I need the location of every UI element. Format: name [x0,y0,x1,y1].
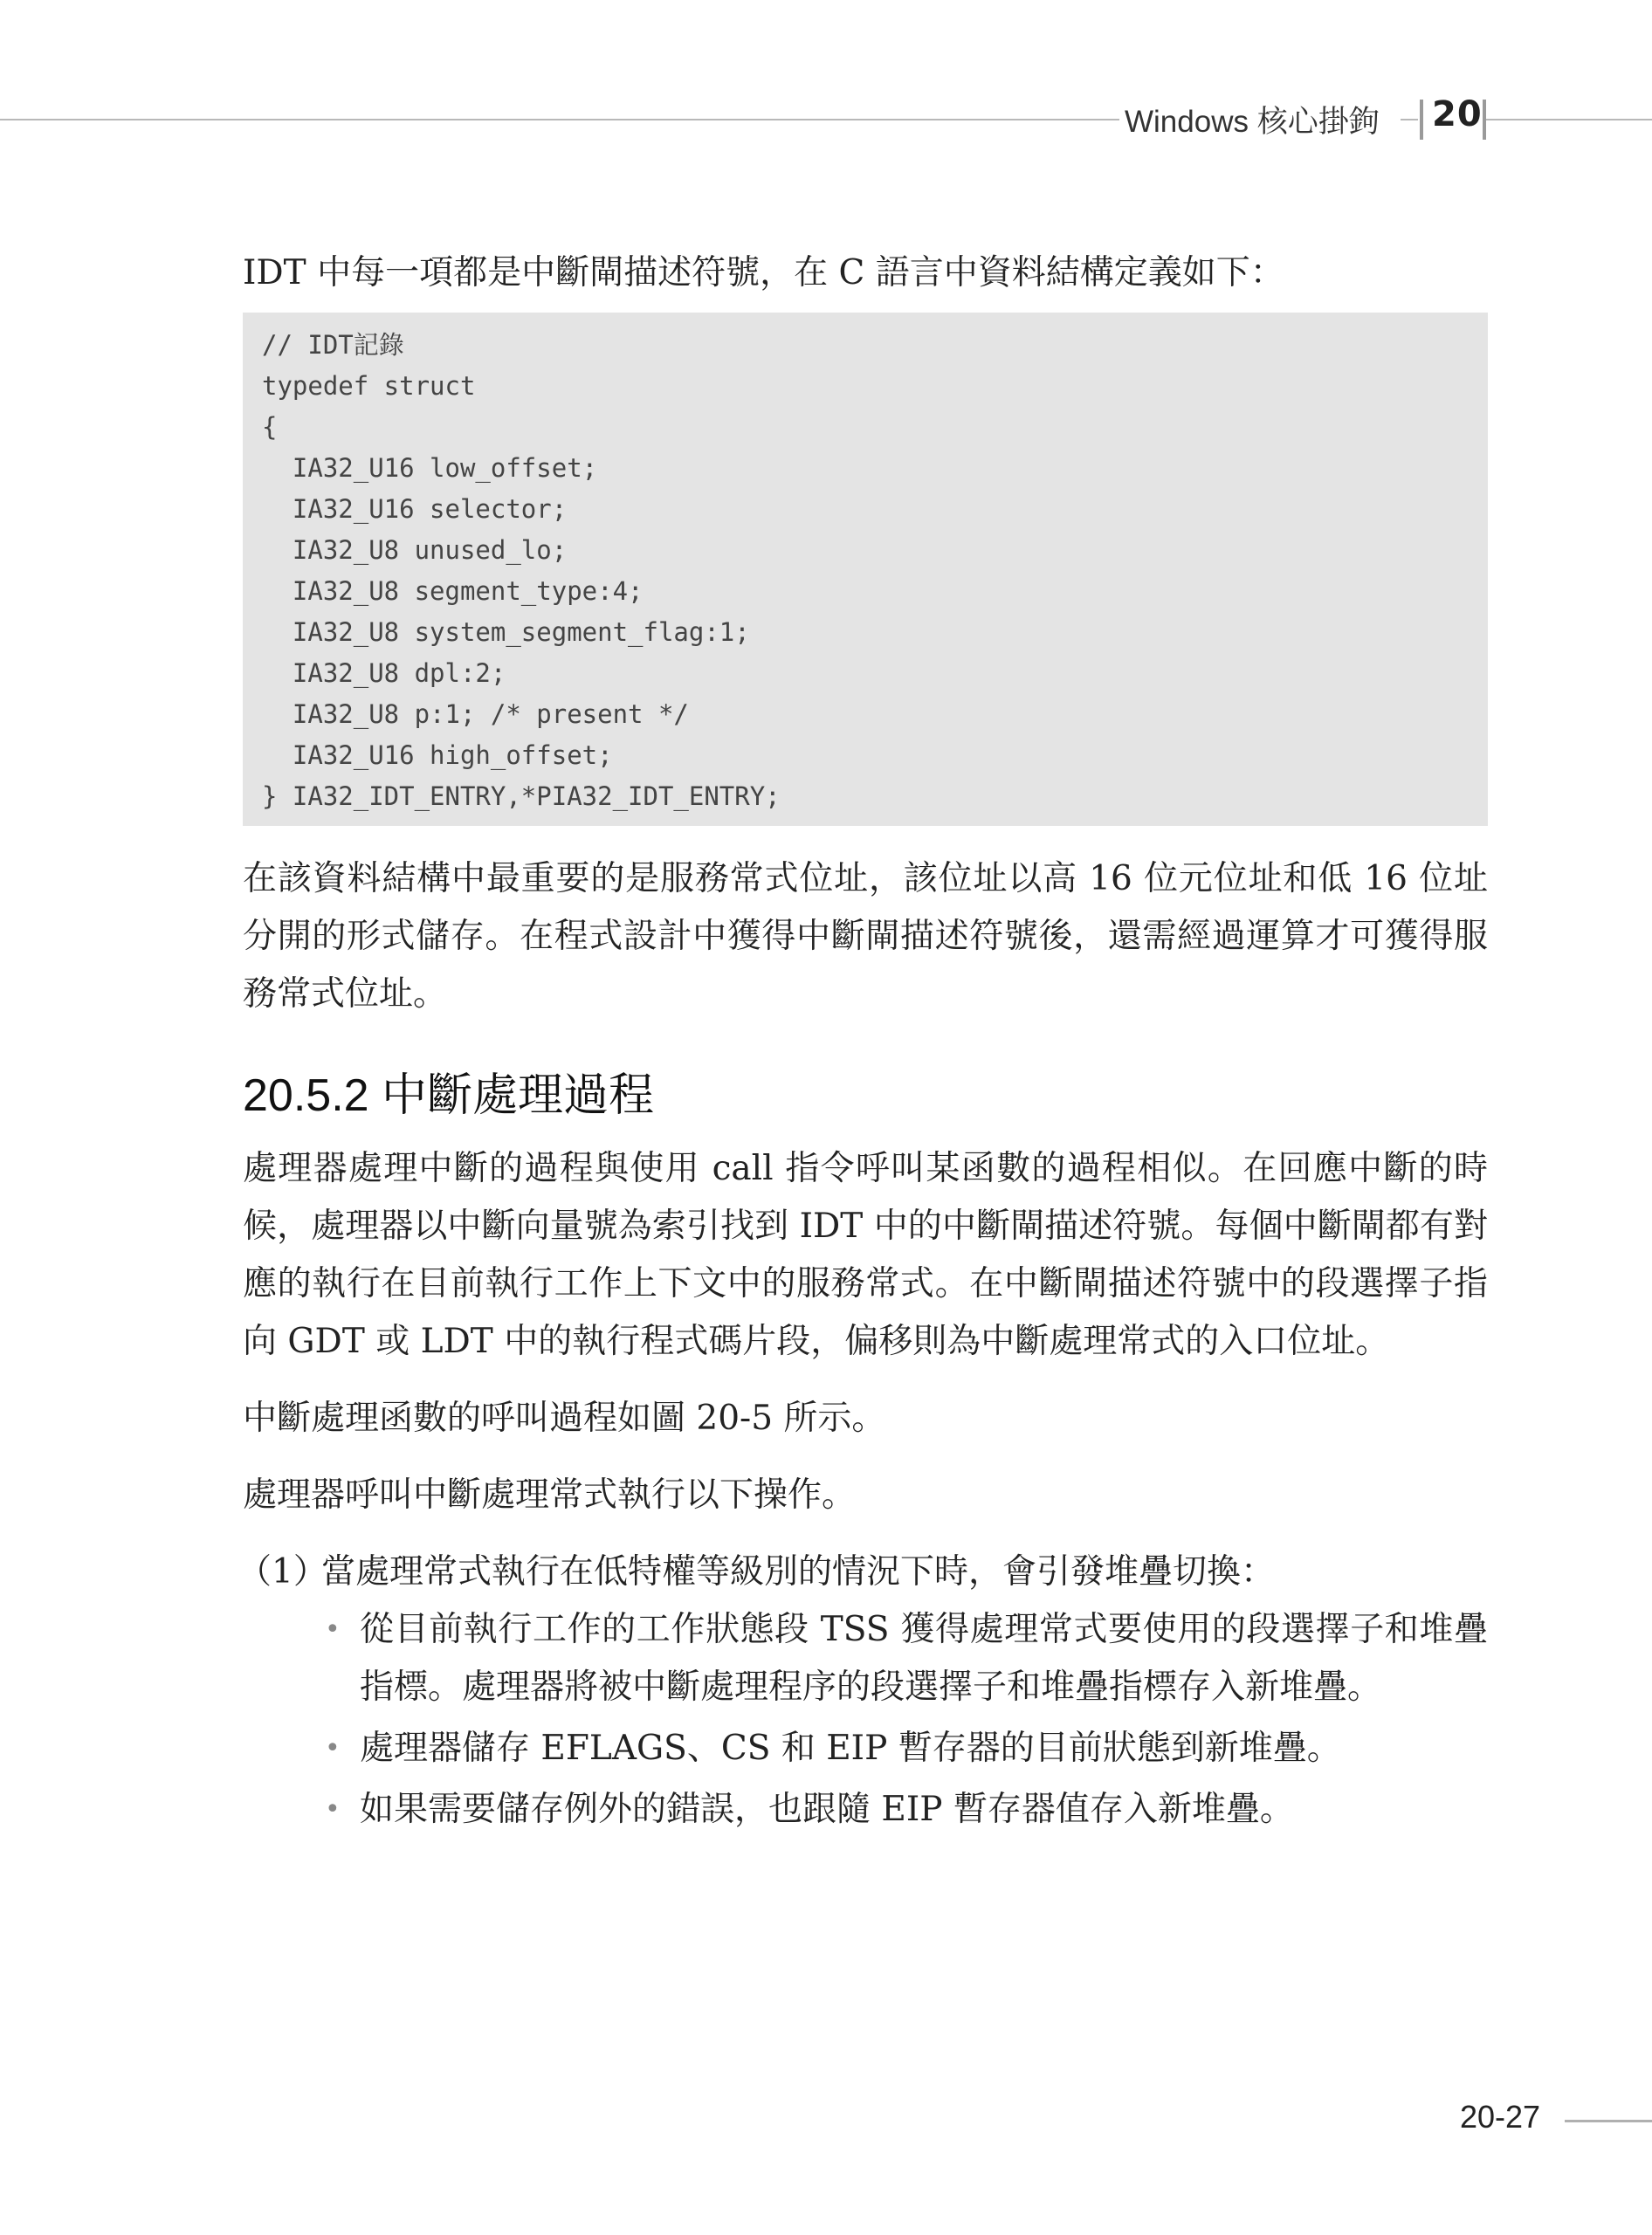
paragraph-figure-reference: 中斷處理函數的呼叫過程如圖 20-5 所示。 [243,1399,886,1438]
code-line: } IA32_IDT_ENTRY,*PIA32_IDT_ENTRY; [262,781,781,811]
bullet-dot-icon: • [325,1794,341,1825]
page-number: 20-27 [1460,2099,1541,2135]
bullet-text: 從目前執行工作的工作狀態段 TSS 獲得處理常式要使用的段選擇子和堆疊指標。處理器將被中斷處理程序的段選擇子和堆疊指標存入新堆疊。 [360,1610,1488,1707]
intro-paragraph: IDT 中每一項都是中斷閘描述符號，在 C 語言中資料結構定義如下： [243,253,1284,292]
paragraph-service-routine-address: 在該資料結構中最重要的是服務常式位址，該位址以高 16 位元位址和低 16 位址分開的形式儲存。在程式設計中獲得中斷閘描述符號後，還需經過運算才可獲得服務常式位址。 [243,859,1488,1014]
code-line: IA32_U8 p:1; /* present */ [262,699,689,729]
bullet-text: 處理器儲存 EFLAGS、CS 和 EIP 暫存器的目前狀態到新堆疊。 [360,1729,1341,1768]
paragraph-interrupt-process: 處理器處理中斷的過程與使用 call 指令呼叫某函數的過程相似。在回應中斷的時候，處理器以中斷向量號為索引找到 IDT 中的中斷閘描述符號。每個中斷閘都有對應的執行在目前執行工作上下文中的服務常式。在中斷閘描述符號中的段選擇子指向 GDT 或 LDT 中的執行程式碼片段，偏移則為中斷處理常式的入口位址。 [243,1149,1488,1361]
bullet-item [325,1720,1488,1778]
header-chapter-bar-left [1420,100,1423,140]
code-line: IA32_U8 unused_lo; [262,535,568,565]
bullet-dot-icon: • [325,1733,341,1764]
bullet-item [325,1601,1488,1716]
section-heading: 20.5.2 中斷處理過程 [243,1070,655,1121]
code-block [243,313,1488,826]
bullet-dot-icon: • [325,1614,341,1645]
header-rule-right [1486,119,1652,120]
code-line: IA32_U16 selector; [262,494,568,524]
chapter-number: 20 [1432,94,1483,134]
paragraph-operations-intro: 處理器呼叫中斷處理常式執行以下操作。 [243,1475,857,1515]
bullet-list [325,1601,1488,1839]
code-line: IA32_U8 segment_type:4; [262,576,644,606]
code-line: // IDT記錄 [262,330,404,360]
code-line: { [262,412,278,442]
header-rule-left [0,119,1119,120]
code-line: IA32_U16 high_offset; [262,740,613,770]
code-line: IA32_U8 dpl:2; [262,658,506,688]
code-line: typedef struct [262,371,476,401]
code-line: IA32_U8 system_segment_flag:1; [262,617,750,647]
running-header-title: Windows 核心掛鉤 [1125,105,1380,139]
list-marker: （1） [237,1552,327,1592]
code-line: IA32_U16 low_offset; [262,453,598,483]
list-item [237,1544,1488,1601]
bullet-text: 如果需要儲存例外的錯誤，也跟隨 EIP 暫存器值存入新堆疊。 [360,1790,1294,1829]
bullet-item [325,1781,1488,1839]
footer-rule [1565,2120,1652,2122]
page-content [237,244,1488,1842]
header-rule-tick [1401,119,1418,120]
list-item-text: 當處理常式執行在低特權等級別的情況下時，會引發堆疊切換： [321,1552,1276,1592]
